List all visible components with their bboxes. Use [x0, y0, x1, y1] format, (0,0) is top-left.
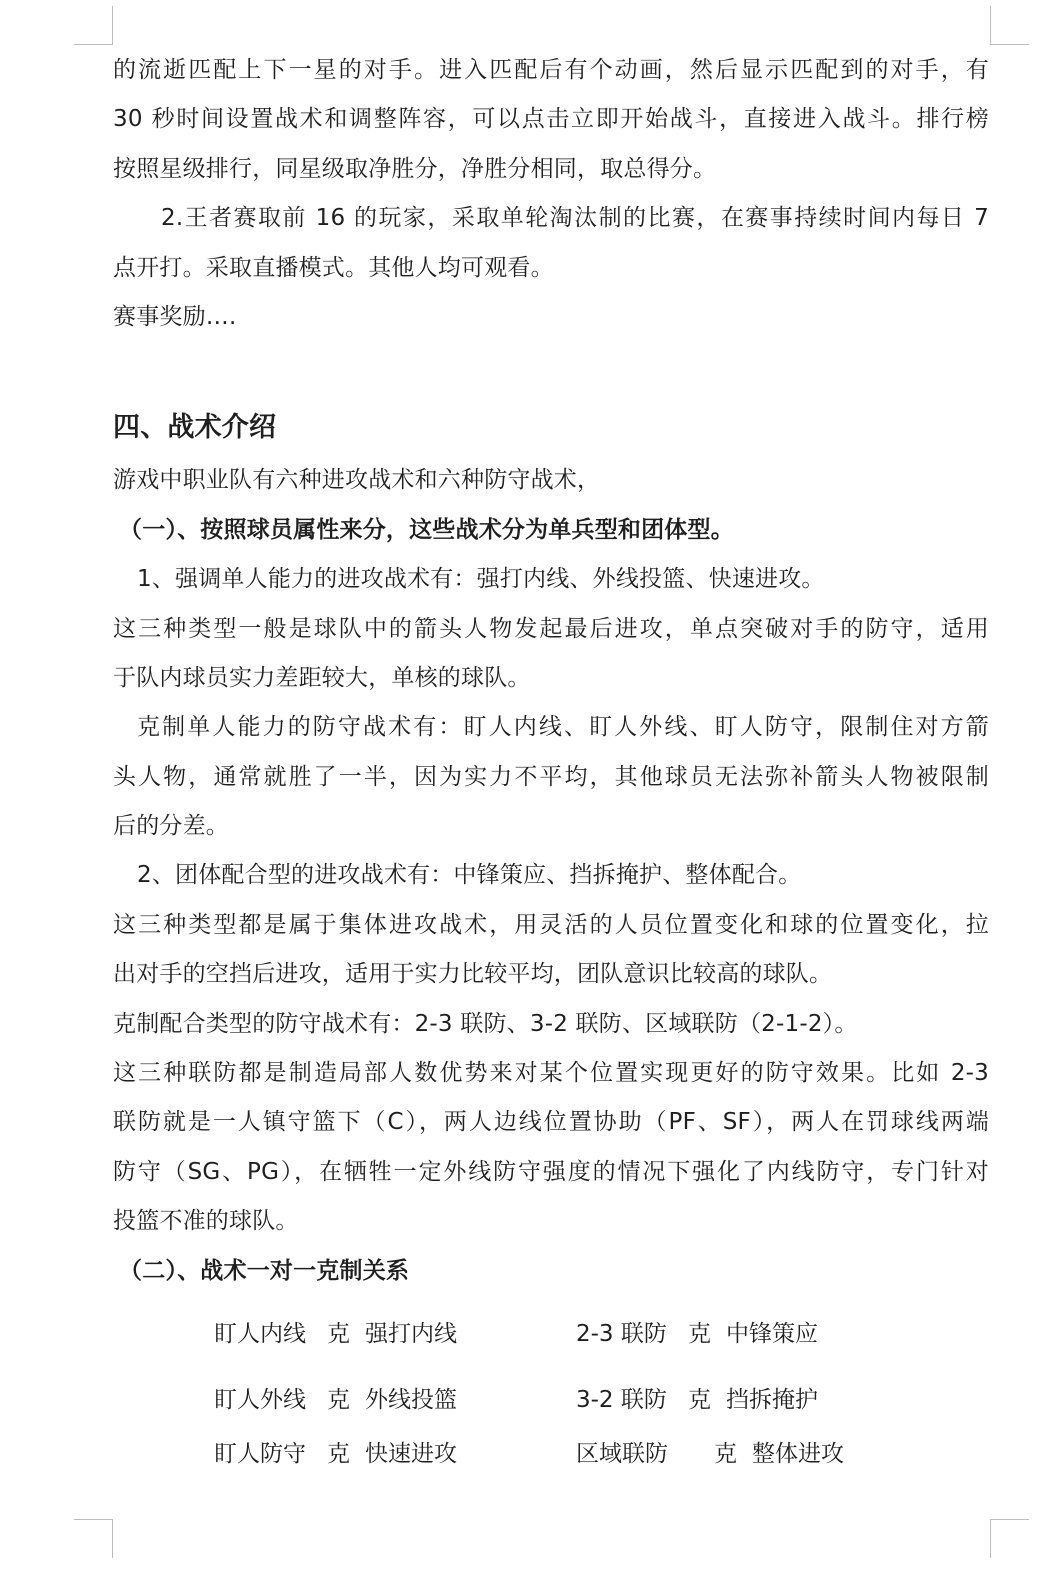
paragraph-line: 2.王者赛取前 16 的玩家，采取单轮淘汰制的比赛，在赛事持续时间内每日 7 — [161, 205, 989, 232]
paragraph-line: 头人物，通常就胜了一半，因为实力不平均，其他球员无法弥补箭头人物被限制 — [113, 763, 989, 790]
defense-tactic: 盯人防守 — [214, 1440, 306, 1467]
offense-tactic: 强打内线 — [365, 1320, 457, 1347]
counter-relation-row — [113, 1380, 989, 1420]
counter-word: 克 — [327, 1386, 350, 1413]
paragraph-line: 按照星级排行，同星级取净胜分，净胜分相同，取总得分。 — [113, 155, 717, 182]
paragraph-line: 克制单人能力的防守战术有：盯人内线、盯人外线、盯人防守，限制住对方箭 — [137, 714, 989, 741]
page-corner-mark-bottom-left — [74, 1519, 113, 1558]
defense-tactic: 区域联防 — [576, 1440, 668, 1467]
counter-relations-table — [113, 1308, 989, 1508]
defense-tactic: 3-2 联防 — [576, 1386, 667, 1413]
paragraph-line: 的流逝匹配上下一星的对手。进入匹配后有个动画，然后显示匹配到的对手，有 — [113, 57, 989, 83]
offense-tactic: 外线投篮 — [365, 1386, 457, 1413]
counter-word: 克 — [327, 1440, 350, 1467]
paragraph-line: 防守（SG、PG），在牺牲一定外线防守强度的情况下强化了内线防守，专门针对 — [113, 1158, 989, 1185]
defense-tactic: 盯人外线 — [214, 1386, 306, 1413]
page-corner-mark-bottom-right — [990, 1519, 1029, 1558]
offense-tactic: 中锋策应 — [726, 1320, 818, 1347]
counter-word: 克 — [714, 1440, 737, 1467]
offense-tactic: 整体进攻 — [752, 1440, 844, 1467]
paragraph-line: 这三种类型一般是球队中的箭头人物发起最后进攻，单点突破对手的防守，适用 — [113, 615, 989, 642]
defense-tactic: 2-3 联防 — [576, 1320, 667, 1347]
paragraph-line: 投篮不准的球队。 — [113, 1208, 299, 1235]
paragraph-line: 1、强调单人能力的进攻战术有：强打内线、外线投篮、快速进攻。 — [137, 566, 825, 593]
document-page — [113, 46, 989, 1508]
section-heading: 四、战术介绍 — [113, 412, 277, 444]
counter-relation-row — [113, 1314, 989, 1354]
paragraph-line: 出对手的空挡后进攻，适用于实力比较平均，团队意识比较高的球队。 — [113, 961, 833, 988]
paragraph-line: 这三种类型都是属于集体进攻战术，用灵活的人员位置变化和球的位置变化，拉 — [113, 911, 989, 938]
counter-word: 克 — [688, 1320, 711, 1347]
paragraph-line: 点开打。采取直播模式。其他人均可观看。 — [113, 254, 554, 281]
subsection-heading: （一）、按照球员属性来分，这些战术分为单兵型和团体型。 — [119, 516, 734, 543]
defense-tactic: 盯人内线 — [214, 1320, 306, 1347]
offense-tactic: 挡拆掩护 — [726, 1386, 818, 1413]
paragraph-line: 2、团体配合型的进攻战术有：中锋策应、挡拆掩护、整体配合。 — [137, 862, 802, 889]
subsection-heading: （二）、战术一对一克制关系 — [119, 1257, 410, 1284]
paragraph-line: 这三种联防都是制造局部人数优势来对某个位置实现更好的防守效果。比如 2-3 — [113, 1060, 989, 1087]
counter-relation-row — [113, 1434, 989, 1474]
counter-word: 克 — [327, 1320, 350, 1347]
paragraph-line: 联防就是一人镇守篮下（C），两人边线位置协助（PF、SF），两人在罚球线两端 — [113, 1109, 989, 1136]
paragraph-line: 于队内球员实力差距较大，单核的球队。 — [113, 664, 531, 691]
paragraph-line: 游戏中职业队有六种进攻战术和六种防守战术， — [113, 467, 601, 494]
paragraph-line: 赛事奖励…. — [113, 303, 237, 330]
paragraph-line: 克制配合类型的防守战术有：2-3 联防、3-2 联防、区域联防（2-1-2）。 — [113, 1010, 858, 1037]
counter-word: 克 — [688, 1386, 711, 1413]
offense-tactic: 快速进攻 — [365, 1440, 457, 1467]
page-corner-mark-top-left — [74, 6, 113, 45]
paragraph-line: 30 秒时间设置战术和调整阵容，可以点击立即开始战斗，直接进入战斗。排行榜 — [113, 106, 989, 133]
page-corner-mark-top-right — [990, 6, 1029, 45]
paragraph-line: 后的分差。 — [113, 813, 229, 840]
